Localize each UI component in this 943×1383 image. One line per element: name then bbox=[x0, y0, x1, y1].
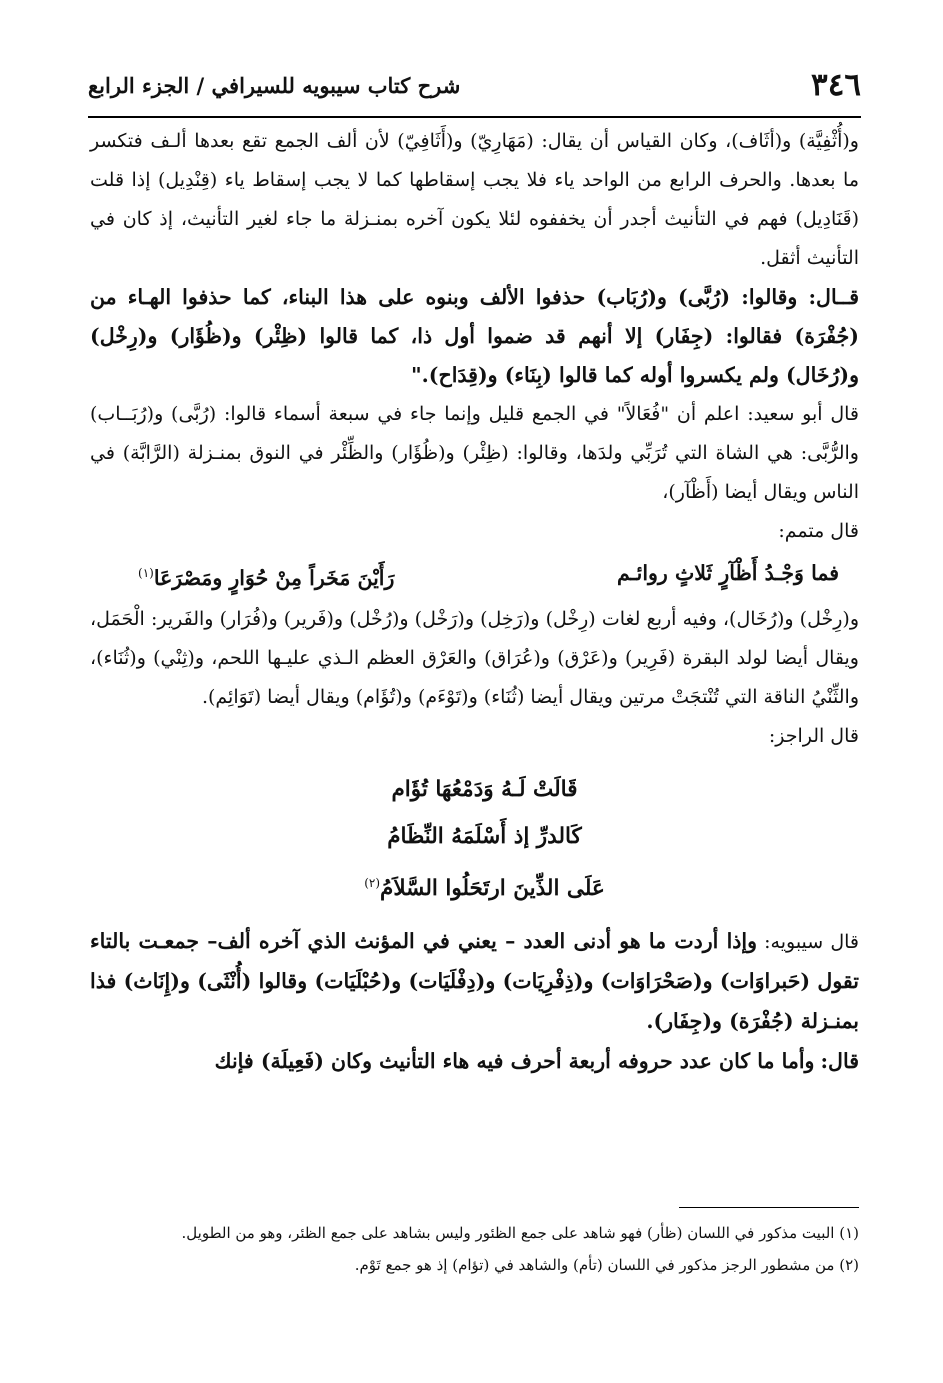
header-rule bbox=[88, 116, 861, 118]
main-text bbox=[90, 122, 859, 1082]
running-title: شرح كتاب سيبويه للسيرافي / الجزء الرابع bbox=[88, 72, 461, 98]
paragraph-8-text: وأما ما كان عدد حروفه أربعة أحرف فيه هاء التأنيث وكان (فَعِيلَة) فإنك bbox=[214, 1048, 815, 1073]
rajaz-line-1: قَالَتْ لَـهُ وَدَمْعُهَا تُؤَام bbox=[391, 776, 578, 802]
paragraph-5: و(رِخْل) و(رُخَال)، وفيه أربع لغات (رِخْل) و(رَخِل) و(رَخْل) و(رُخْل) و(فَرير) و(فُرَار) والفَرير: الْحَمَل، ويقال أيضا لولد البقرة (فَرِير) و(عَرْق) و(عُرَاق) والعَرْق العظم الـذي عليـها اللحم، و(ثِنْي) و(ثُنَاء)، والثِّنْيُ الناقة التي تُنْتجَتْ مرتين ويقال أيضا (ثُنَاء) و(تَوْءَم) و(تُؤَام) ويقال أيضا (تَوَائِم). bbox=[90, 607, 859, 708]
verse-line bbox=[90, 551, 859, 600]
footnote-ref-2: (٢) bbox=[364, 875, 381, 890]
paragraph-7-lead: قال سيبويه: bbox=[764, 930, 859, 953]
paragraph-8 bbox=[90, 1042, 859, 1082]
footnote-2: (٢) من مشطور الرجز مذكور في اللسان (تأم) والشاهد في (تؤام) إذ هو جمع تَوْم. bbox=[354, 1256, 859, 1274]
paragraph-8-lead: قال: bbox=[820, 1048, 859, 1073]
rajaz-poem bbox=[110, 766, 859, 912]
page-number: ٣٤٦ bbox=[811, 67, 861, 103]
verse-second-hemistich: رَأَيْنَ مَخَراً مِنْ حُوَارٍ ومَصْرَعَا bbox=[153, 565, 395, 590]
paragraph-2: قــال: وقالوا: (رُبَّى) و(رُبَاب) حذفوا الألف وبنوه على هذا البناء، كما حذفوا الهـاء من (جُفْرَة) فقالوا: (جِفَار) إلا أنهم قد ضموا أول ذا، كما قالوا (ظِئْر) و(ظُؤَار) و(رِخْل) و(رُخَال) ولم يكسروا أوله كما قالوا (بِنَاء) و(قِدَاح)." bbox=[90, 285, 859, 387]
verse-first-hemistich: فما وَجْـدُ أَظْآرٍ ثَلاثٍ روائـم bbox=[616, 561, 839, 585]
paragraph-4: قال متمم: bbox=[778, 520, 859, 542]
paragraph-6: قال الراجز: bbox=[768, 724, 859, 747]
page-header bbox=[88, 60, 861, 110]
verse-second-hemistich-wrap bbox=[138, 551, 394, 600]
footnote-ref-1: (١) bbox=[138, 566, 154, 580]
paragraph-3: قال أبو سعيد: اعلم أن "فُعَالاً" في الجمع قليل وإنما جاء في سبعة أسماء قالوا: (رُبَّى) و(رُبَــاب) والرُّبَّى: هي الشاة التي تُرَبِّي ولدَها، وقالوا: (ظِئْر) و(ظُؤَار) والظِّئْر في النوق بمنـزلة (الرَّابَّة) في الناس ويقال أيضا (أَظْآر)، bbox=[90, 403, 859, 503]
footnote-rule bbox=[679, 1207, 859, 1208]
paragraph-7-text: وإذا أردت ما هو أدنى العدد – يعني في المؤنث الذي آخره ألف– جمعـت بالتاء تقول (حَبراوَات) و(صَحْرَاوَات) و(ذِفْرِيَات) و(دِفْلَيَات) و(حُبْلَيَات) وقالوا (أُنْثَى) و(إِنَاث) فذا بمنـزلة (جُفْرَة) و(جِفَار). bbox=[90, 928, 859, 1033]
paragraph-1: و(أُثْفِيَّة) و(أثَاف)، وكان القياس أن يقال: (مَهَارِيّ) و(أَثَافِيّ) لأن ألف الجمع تقع بعدها ألـف فتكسر ما بعدها. والحرف الرابع من الواحد ياء فلا يجب إسقاطها كما لا يجب إسقاط ياء (قِنْدِيل) إذا قلت (قَنَادِيل) فهم في التأنيث أجدر أن يخففوه لئلا يكون آخره بمنـزلة ما جاء لغير التأنيث، إذ كان في التأنيث أثقل. bbox=[90, 130, 859, 269]
footnote-1: (١) البيت مذكور في اللسان (ظأر) فهو شاهد على جمع الظئور وليس بشاهد على جمع الظئر، وهو من الطويل. bbox=[181, 1224, 859, 1242]
rajaz-line-2: كَالدرِّ إذ أَسْلَمَهُ النِّظَامُ bbox=[387, 823, 582, 849]
paragraph-7 bbox=[90, 922, 859, 1042]
rajaz-line-3: عَلَى الذِّينَ ارتَحَلُوا السَّلاَمُ bbox=[380, 875, 605, 901]
rajaz-line-3-wrap bbox=[110, 860, 859, 912]
footnotes bbox=[90, 1217, 859, 1281]
